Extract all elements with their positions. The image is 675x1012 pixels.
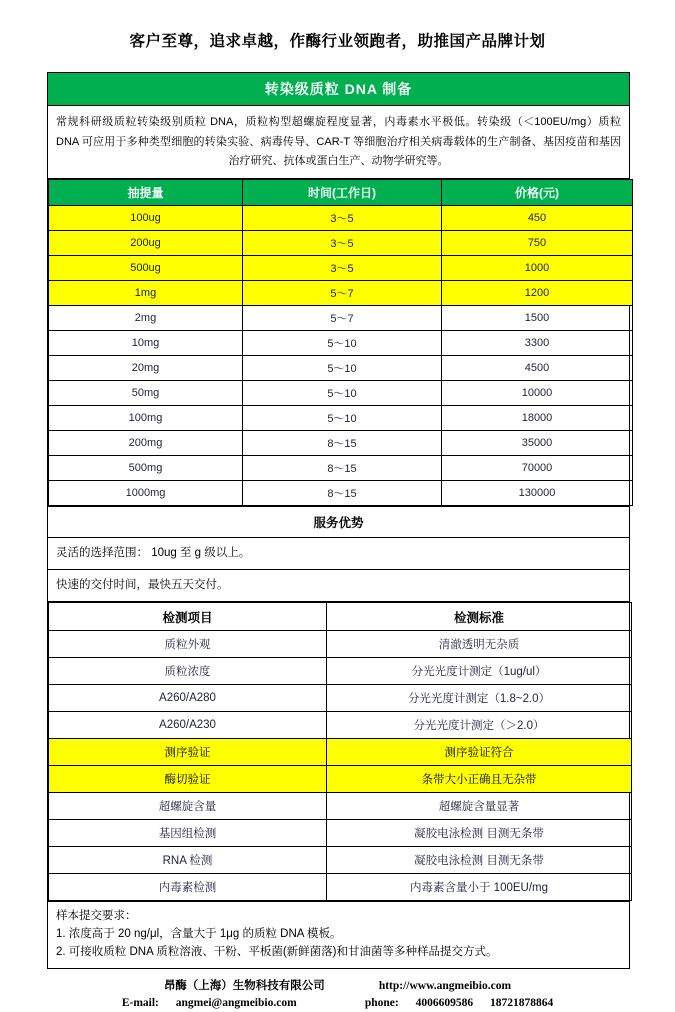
price-cell-time: 5～10 bbox=[243, 381, 442, 406]
qc-table-body bbox=[49, 603, 632, 901]
price-cell-price: 1000 bbox=[442, 256, 633, 281]
price-cell-time: 8～15 bbox=[243, 431, 442, 456]
price-cell-price: 1200 bbox=[442, 281, 633, 306]
qc-header-item: 检测项目 bbox=[49, 603, 327, 631]
table-row bbox=[49, 631, 632, 658]
qc-cell-standard: 条带大小正确且无杂带 bbox=[327, 766, 632, 793]
qc-cell-item: 内毒素检测 bbox=[49, 874, 327, 901]
footer-email-row bbox=[122, 995, 325, 1012]
price-cell-time: 3～5 bbox=[243, 231, 442, 256]
table-row bbox=[49, 820, 632, 847]
table-row bbox=[49, 356, 633, 381]
price-cell-time: 5～10 bbox=[243, 331, 442, 356]
qc-cell-standard: 分光光度计测定（＞2.0） bbox=[327, 712, 632, 739]
qc-cell-item: A260/A280 bbox=[49, 685, 327, 712]
price-cell-time: 8～15 bbox=[243, 481, 442, 506]
footer-phone-row bbox=[365, 995, 553, 1012]
qc-cell-item: 测序验证 bbox=[49, 739, 327, 766]
price-cell-price: 750 bbox=[442, 231, 633, 256]
qc-cell-item: 基因组检测 bbox=[49, 820, 327, 847]
qc-cell-item: RNA 检测 bbox=[49, 847, 327, 874]
price-cell-time: 5～7 bbox=[243, 306, 442, 331]
table-row bbox=[49, 231, 633, 256]
price-cell-price: 450 bbox=[442, 206, 633, 231]
price-cell-amount: 100mg bbox=[49, 406, 243, 431]
table-row bbox=[49, 206, 633, 231]
price-table-head bbox=[49, 180, 633, 206]
footer-phone-1: 4006609586 bbox=[415, 997, 474, 1010]
price-cell-amount: 100ug bbox=[49, 206, 243, 231]
qc-cell-item: 质粒外观 bbox=[49, 631, 327, 658]
qc-cell-item: 质粒浓度 bbox=[49, 658, 327, 685]
price-cell-price: 18000 bbox=[442, 406, 633, 431]
price-cell-price: 130000 bbox=[442, 481, 633, 506]
table-row bbox=[49, 712, 632, 739]
advantage-line-2: 快速的交付时间，最快五天交付。 bbox=[48, 570, 629, 602]
table-row bbox=[49, 281, 633, 306]
qc-header-standard: 检测标准 bbox=[327, 603, 632, 631]
price-cell-price: 70000 bbox=[442, 456, 633, 481]
qc-cell-standard: 内毒素含量小于 100EU/mg bbox=[327, 874, 632, 901]
table-row bbox=[49, 793, 632, 820]
table-row bbox=[49, 739, 632, 766]
qc-table bbox=[48, 602, 632, 901]
price-cell-time: 8～15 bbox=[243, 456, 442, 481]
price-cell-amount: 500mg bbox=[49, 456, 243, 481]
price-cell-amount: 500ug bbox=[49, 256, 243, 281]
qc-cell-standard: 分光光度计测定（1ug/ul） bbox=[327, 658, 632, 685]
page-slogan: 客户至尊，追求卓越，作酶行业领跑者，助推国产品牌计划 bbox=[129, 33, 546, 50]
table-row bbox=[49, 874, 632, 901]
footer-web-col bbox=[365, 978, 553, 1011]
price-cell-amount: 200ug bbox=[49, 231, 243, 256]
price-cell-price: 4500 bbox=[442, 356, 633, 381]
price-cell-price: 35000 bbox=[442, 431, 633, 456]
table-row bbox=[49, 431, 633, 456]
qc-cell-standard: 凝胶电泳检测 目测无条带 bbox=[327, 820, 632, 847]
page-footer bbox=[0, 978, 675, 1011]
card-intro-text: 常规科研级质粒转染级别质粒 DNA，质粒构型超螺旋程度显著，内毒素水平极低。转染级（＜100EU/mg）质粒 DNA 可应用于多种类型细胞的转染实验、病毒传导、CAR-T 等细胞治疗相关病毒载体的生产制备、基因疫苗和基因治疗研究、抗体或蛋白生产、动物学研究等。 bbox=[48, 106, 629, 179]
sample-requirements bbox=[48, 901, 629, 968]
price-cell-price: 1500 bbox=[442, 306, 633, 331]
qc-cell-standard: 测序验证符合 bbox=[327, 739, 632, 766]
footer-grid bbox=[0, 978, 675, 1011]
footer-contact-col bbox=[122, 978, 325, 1011]
price-cell-amount: 2mg bbox=[49, 306, 243, 331]
product-card bbox=[47, 72, 630, 970]
requirement-item-2: 2. 可接收质粒 DNA 质粒溶液、干粉、平板菌(新鲜菌落)和甘油菌等多种样品提交方式。 bbox=[56, 945, 498, 958]
footer-company: 昂酶（上海）生物科技有限公司 bbox=[163, 980, 325, 993]
footer-phone-2: 18721878864 bbox=[489, 997, 554, 1010]
table-row bbox=[49, 658, 632, 685]
price-cell-price: 3300 bbox=[442, 331, 633, 356]
qc-table-header-row bbox=[49, 603, 632, 631]
price-cell-time: 3～5 bbox=[243, 206, 442, 231]
advantage-line-1: 灵活的选择范围： 10ug 至 g 级以上。 bbox=[48, 538, 629, 570]
qc-cell-item: 超螺旋含量 bbox=[49, 793, 327, 820]
qc-cell-standard: 凝胶电泳检测 目测无条带 bbox=[327, 847, 632, 874]
card-title: 转染级质粒 DNA 制备 bbox=[48, 73, 629, 107]
table-row bbox=[49, 456, 633, 481]
price-cell-amount: 1mg bbox=[49, 281, 243, 306]
table-row bbox=[49, 766, 632, 793]
price-cell-time: 5～10 bbox=[243, 356, 442, 381]
price-cell-time: 3～5 bbox=[243, 256, 442, 281]
qc-cell-standard: 清澈透明无杂质 bbox=[327, 631, 632, 658]
price-cell-time: 5～10 bbox=[243, 406, 442, 431]
table-row bbox=[49, 847, 632, 874]
price-cell-amount: 20mg bbox=[49, 356, 243, 381]
price-cell-time: 5～7 bbox=[243, 281, 442, 306]
footer-email-label: E-mail: bbox=[121, 997, 159, 1010]
qc-cell-item: 酶切验证 bbox=[49, 766, 327, 793]
table-row bbox=[49, 406, 633, 431]
price-table-body bbox=[49, 206, 633, 506]
price-table bbox=[48, 179, 633, 506]
requirements-title: 样本提交要求： bbox=[56, 910, 137, 923]
price-cell-amount: 200mg bbox=[49, 431, 243, 456]
price-header-amount: 抽提量 bbox=[49, 180, 243, 206]
price-cell-amount: 10mg bbox=[49, 331, 243, 356]
price-header-time: 时间(工作日) bbox=[243, 180, 442, 206]
qc-cell-standard: 超螺旋含量显著 bbox=[327, 793, 632, 820]
qc-cell-standard: 分光光度计测定（1.8~2.0） bbox=[327, 685, 632, 712]
footer-phone-label: phone: bbox=[364, 997, 399, 1010]
table-row bbox=[49, 381, 633, 406]
price-cell-amount: 1000mg bbox=[49, 481, 243, 506]
qc-cell-item: A260/A230 bbox=[49, 712, 327, 739]
footer-email-value[interactable]: angmei@angmeibio.com bbox=[175, 997, 297, 1010]
table-row bbox=[49, 256, 633, 281]
table-row bbox=[49, 306, 633, 331]
price-cell-amount: 50mg bbox=[49, 381, 243, 406]
advantages-heading: 服务优势 bbox=[48, 506, 629, 538]
price-table-header-row bbox=[49, 180, 633, 206]
price-header-price: 价格(元) bbox=[442, 180, 633, 206]
price-cell-price: 10000 bbox=[442, 381, 633, 406]
footer-website[interactable]: http://www.angmeibio.com bbox=[378, 980, 512, 993]
table-row bbox=[49, 481, 633, 506]
table-row bbox=[49, 685, 632, 712]
requirement-item-1: 1. 浓度高于 20 ng/μl，含量大于 1μg 的质粒 DNA 模板。 bbox=[56, 927, 342, 940]
table-row bbox=[49, 331, 633, 356]
